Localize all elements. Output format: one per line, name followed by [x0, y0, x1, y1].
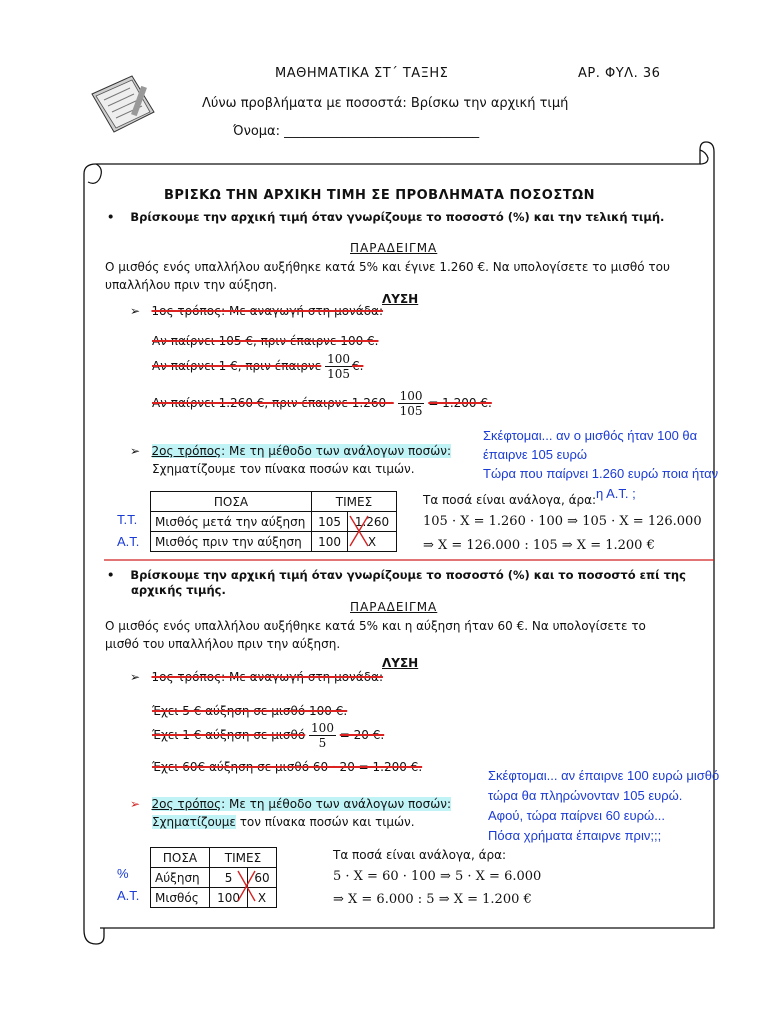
- problem-2-line2: μισθό του υπαλλήλου πριν την αύξηση.: [105, 637, 341, 651]
- problem-1-line1: Ο μισθός ενός υπαλλήλου αυξήθηκε κατά 5% και έγινε 1.260 €. Να υπολογίσετε το μισθό του: [105, 260, 670, 274]
- bullet-2-text: Βρίσκουμε την αρχική τιμή όταν γνωρίζουμε το ποσοστό (%) και το ποσοστό επί της: [130, 568, 686, 582]
- row-tag-at-1: Α.Τ.: [117, 534, 140, 549]
- numerator: 100: [399, 389, 423, 403]
- sheet-number: ΑΡ. ΦΥΛ. 36: [578, 66, 661, 81]
- way1-label-1: 1ος τρόπος: [151, 304, 222, 318]
- way2-intro-1: Σχηματίζουμε τον πίνακα ποσών και τιμών.: [152, 462, 415, 476]
- table-cell-label: Μισθός μετά την αύξηση: [151, 512, 312, 532]
- way2-heading-1: ➢ 2ος τρόπος: Με τη μέθοδο των ανάλογων ποσών:: [130, 444, 451, 458]
- way1-step3b-1: = 1.200 €.: [428, 396, 492, 410]
- bullet-1: • Βρίσκουμε την αρχική τιμή όταν γνωρίζουμε το ποσοστό (%) και την τελική τιμή.: [107, 210, 665, 224]
- way2-heading-2: [130, 797, 451, 811]
- row-tag-percent: %: [117, 866, 129, 881]
- calc2-2: ⇒ Χ = 6.000 : 5 ⇒ Χ = 1.200 €: [333, 892, 532, 907]
- way1-step2-2: [152, 721, 384, 750]
- note-1-line2: έπαιρνε 105 ευρώ: [483, 447, 588, 462]
- way2-intro-hl: Σχηματίζουμε: [152, 815, 236, 829]
- subject-title: ΜΑΘΗΜΑΤΙΚΑ ΣΤ΄ ΤΑΞΗΣ: [275, 66, 449, 81]
- calc1-2: 5 · Χ = 60 · 100 ⇒ 5 · Χ = 6.000: [333, 869, 542, 884]
- calc2-1: ⇒ Χ = 126.000 : 105 ⇒ Χ = 1.200 €: [423, 538, 655, 553]
- table-cell: 1.260: [348, 512, 397, 532]
- table-cell: 100: [210, 888, 248, 908]
- table-cell: Χ: [348, 532, 397, 552]
- table-cell: 60: [248, 868, 277, 888]
- arrow-marker: ➢: [130, 797, 141, 811]
- table-cell: 105: [312, 512, 348, 532]
- way1-text-1: : Με αναγωγή στη μονάδα:: [221, 304, 383, 318]
- table-header-posa: ΠΟΣΑ: [151, 492, 312, 512]
- way1-step1-2: Έχει 5 € αύξηση σε μισθό 100 €.: [152, 704, 348, 718]
- problem-1-line2: υπαλλήλου πριν την αύξηση.: [105, 278, 278, 292]
- note-2-line3: Αφού, τώρα παίρνει 60 ευρώ...: [488, 808, 666, 823]
- denominator: 105: [327, 367, 350, 381]
- way2-label-2: 2ος τρόπος: [151, 797, 222, 811]
- table-cell-label: Αύξηση: [151, 868, 210, 888]
- table-cell: Χ: [248, 888, 277, 908]
- example-label-1: ΠΑΡΑΔΕΙΓΜΑ: [350, 241, 438, 255]
- note-2-line4: Πόσα χρήματα έπαιρνε πριν;;;: [488, 828, 662, 843]
- name-label: Όνομα:: [233, 124, 280, 139]
- note-1-line3: Τώρα που παίρνει 1.260 ευρώ ποια ήταν: [483, 466, 719, 481]
- note-2-line2: τώρα θα πληρώνονταν 105 ευρώ.: [488, 788, 683, 803]
- numerator: 100: [327, 352, 350, 366]
- way1-step2b-2: = 20 €.: [339, 728, 385, 742]
- way1-step3-2: Έχει 60€ αύξηση σε μισθό 60 · 20 = 1.200 €.: [152, 760, 423, 774]
- cross-multiply-mark-2: [234, 867, 260, 905]
- way1-step2a-1: Αν παίρνει 1 €, πριν έπαιρνε: [152, 359, 322, 373]
- fraction-100-105: [325, 352, 352, 381]
- way1-heading-2: ➢ 1ος τρόπος: Με αναγωγή στη μονάδα:: [130, 670, 383, 684]
- table-header-times: ΤΙΜΕΣ: [210, 848, 277, 868]
- way2-label-1: 2ος τρόπος: [151, 444, 222, 458]
- name-line: ______________________________: [284, 124, 480, 139]
- row-tag-tt: Τ.Τ.: [117, 512, 138, 527]
- subtitle-bold: Λύνω προβλήματα με ποσοστά:: [202, 96, 407, 111]
- bullet-1-text: Βρίσκουμε την αρχική τιμή όταν γνωρίζουμε το ποσοστό (%) και την τελική τιμή.: [130, 210, 665, 224]
- way1-text-2: : Με αναγωγή στη μονάδα:: [221, 670, 383, 684]
- calc-intro-1: Τα ποσά είναι ανάλογα, άρα:: [423, 493, 597, 507]
- solution-label-2: ΛΥΣΗ: [382, 656, 419, 670]
- example-label-2: ΠΑΡΑΔΕΙΓΜΑ: [350, 600, 438, 614]
- note-1-line1: Σκέφτομαι... αν ο μισθός ήταν 100 θα: [483, 428, 698, 443]
- row-tag-at-2: Α.Τ.: [117, 888, 140, 903]
- problem-2-line1: Ο μισθός ενός υπαλλήλου αυξήθηκε κατά 5% και η αύξηση ήταν 60 €. Να υπολογίσετε το: [105, 619, 646, 633]
- table-header-posa: ΠΟΣΑ: [151, 848, 210, 868]
- way1-step2b-1: €.: [351, 359, 364, 373]
- table-cell: 100: [312, 532, 348, 552]
- way1-step1-1: Αν παίρνει 105 €, πριν έπαιρνε 100 €.: [152, 334, 379, 348]
- denominator: 5: [318, 736, 327, 750]
- note-2-line1: Σκέφτομαι... αν έπαιρνε 100 ευρώ μισθό: [488, 768, 720, 783]
- fraction-100-5: [309, 721, 336, 750]
- way1-step2-1: [152, 352, 363, 381]
- calc1-1: 105 · Χ = 1.260 · 100 ⇒ 105 · Χ = 126.000: [423, 514, 702, 529]
- way2-text-2: : Με τη μέθοδο των ανάλογων ποσών:: [221, 797, 452, 811]
- table-cell: 5: [210, 868, 248, 888]
- bullet-2-text-line2: αρχικής τιμής.: [131, 583, 226, 597]
- calc-intro-2: Τα ποσά είναι ανάλογα, άρα:: [333, 848, 507, 862]
- numerator: 100: [311, 721, 334, 735]
- table-header-row: [151, 492, 397, 512]
- way2-text-1: : Με τη μέθοδο των ανάλογων ποσών:: [221, 444, 451, 458]
- way1-heading-1: ➢ 1ος τρόπος: Με αναγωγή στη μονάδα:: [130, 304, 383, 318]
- way1-step3-1: [152, 389, 492, 418]
- table-cell-label: Μισθός πριν την αύξηση: [151, 532, 312, 552]
- table-header-row: [151, 848, 277, 868]
- denominator: 105: [399, 404, 423, 418]
- way1-label-2: 1ος τρόπος: [151, 670, 222, 684]
- cross-multiply-mark-1: [346, 512, 374, 550]
- way1-step3a-1: Αν παίρνει 1.260 €, πριν έπαιρνε 1.260 ·: [152, 396, 394, 410]
- way2-intro-rest: τον πίνακα ποσών και τιμών.: [235, 815, 415, 829]
- main-title: ΒΡΙΣΚΩ ΤΗΝ ΑΡΧΙΚΗ ΤΙΜΗ ΣΕ ΠΡΟΒΛΗΜΑΤΑ ΠΟΣΟΣΤΩΝ: [164, 188, 596, 203]
- solution-label-1: ΛΥΣΗ: [382, 292, 419, 306]
- subtitle-rest: Βρίσκω την αρχική τιμή: [406, 96, 569, 111]
- note-1-line4: η Α.Τ. ;: [596, 486, 636, 501]
- bullet-2: • Βρίσκουμε την αρχική τιμή όταν γνωρίζουμε το ποσοστό (%) και το ποσοστό επί της: [107, 568, 686, 582]
- table-header-times: ΤΙΜΕΣ: [312, 492, 397, 512]
- way1-step2a-2: Έχει 1 € αύξηση σε μισθό: [152, 728, 306, 742]
- way2-intro-2: [152, 815, 415, 829]
- fraction-100-105-b: [398, 389, 425, 418]
- table-cell-label: Μισθός: [151, 888, 210, 908]
